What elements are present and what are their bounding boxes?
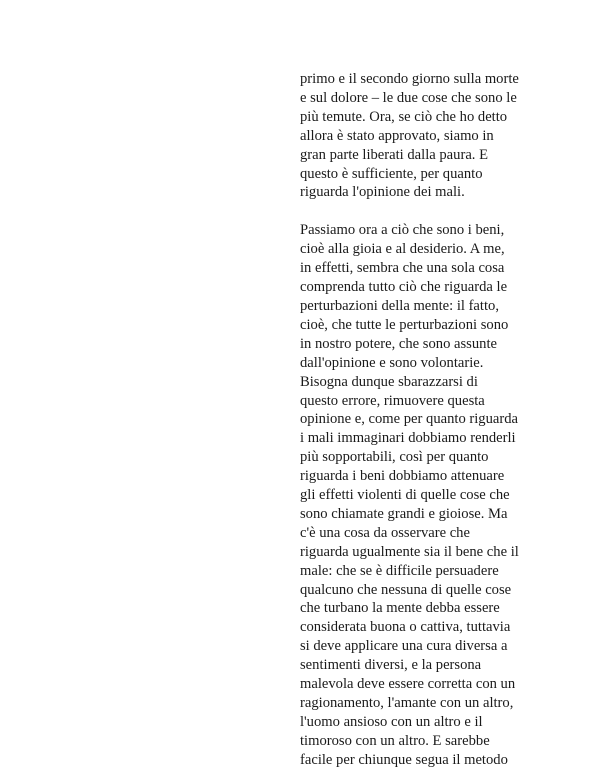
text-line: male: che se è difficile persuadere (300, 562, 499, 579)
text-line: e sul dolore – le due cose che sono le (300, 89, 517, 106)
paragraph (300, 221, 550, 769)
text-line: facile per chiunque segua il metodo (300, 751, 508, 768)
text-line: timoroso con un altro. E sarebbe (300, 732, 490, 749)
text-line: malevola deve essere corretta con un (300, 676, 516, 693)
text-line: c'è una cosa da osservare che (300, 524, 470, 541)
text-line: opinione e, come per quanto riguarda (300, 411, 519, 428)
text-line: più sopportabili, così per quanto (300, 449, 489, 466)
paragraph (300, 70, 550, 202)
text-line: questo è sufficiente, per quanto (300, 165, 483, 182)
text-line: riguarda l'opinione dei mali. (300, 184, 465, 201)
text-line: perturbazioni della mente: il fatto, (300, 297, 499, 314)
text-line: questo errore, rimuovere questa (300, 392, 485, 409)
text-line: gli effetti violenti di quelle cose che (300, 487, 510, 504)
text-line: riguarda ugualmente sia il bene che il (300, 543, 519, 560)
text-line: più temute. Ora, se ciò che ho detto (300, 108, 508, 125)
text-line: gran parte liberati dalla paura. E (300, 146, 489, 163)
text-line: in nostro potere, che sono assunte (300, 335, 497, 352)
text-line: considerata buona o cattiva, tuttavia (300, 619, 511, 636)
text-line: ragionamento, l'amante con un altro, (300, 695, 514, 711)
text-line: l'uomo ansioso con un altro e il (300, 713, 483, 730)
text-line: sentimenti diversi, e la persona (300, 657, 482, 674)
text-line: cioè alla gioia e al desiderio. A me, (300, 241, 505, 258)
text-line: dall'opinione e sono volontarie. (300, 354, 484, 371)
text-line: allora è stato approvato, siamo in (300, 127, 494, 144)
text-line: Passiamo ora a ciò che sono i beni, (300, 222, 505, 239)
text-line: riguarda i beni dobbiamo attenuare (300, 468, 505, 485)
text-line: comprenda tutto ciò che riguarda le (300, 279, 508, 296)
text-line: sono chiamate grandi e gioiose. Ma (300, 505, 508, 522)
text-line: cioè, che tutte le perturbazioni sono (300, 316, 509, 333)
text-line: che turbano la mente debba essere (300, 600, 500, 617)
text-line: i mali immaginari dobbiamo renderli (300, 430, 516, 447)
text-line: qualcuno che nessuna di quelle cose (300, 581, 512, 598)
text-line: si deve applicare una cura diversa a (300, 638, 508, 655)
text-line: primo e il secondo giorno sulla morte (300, 71, 519, 87)
text-column (300, 70, 550, 770)
text-line: in effetti, sembra che una sola cosa (300, 260, 505, 277)
text-line: Bisogna dunque sbarazzarsi di (300, 373, 478, 390)
